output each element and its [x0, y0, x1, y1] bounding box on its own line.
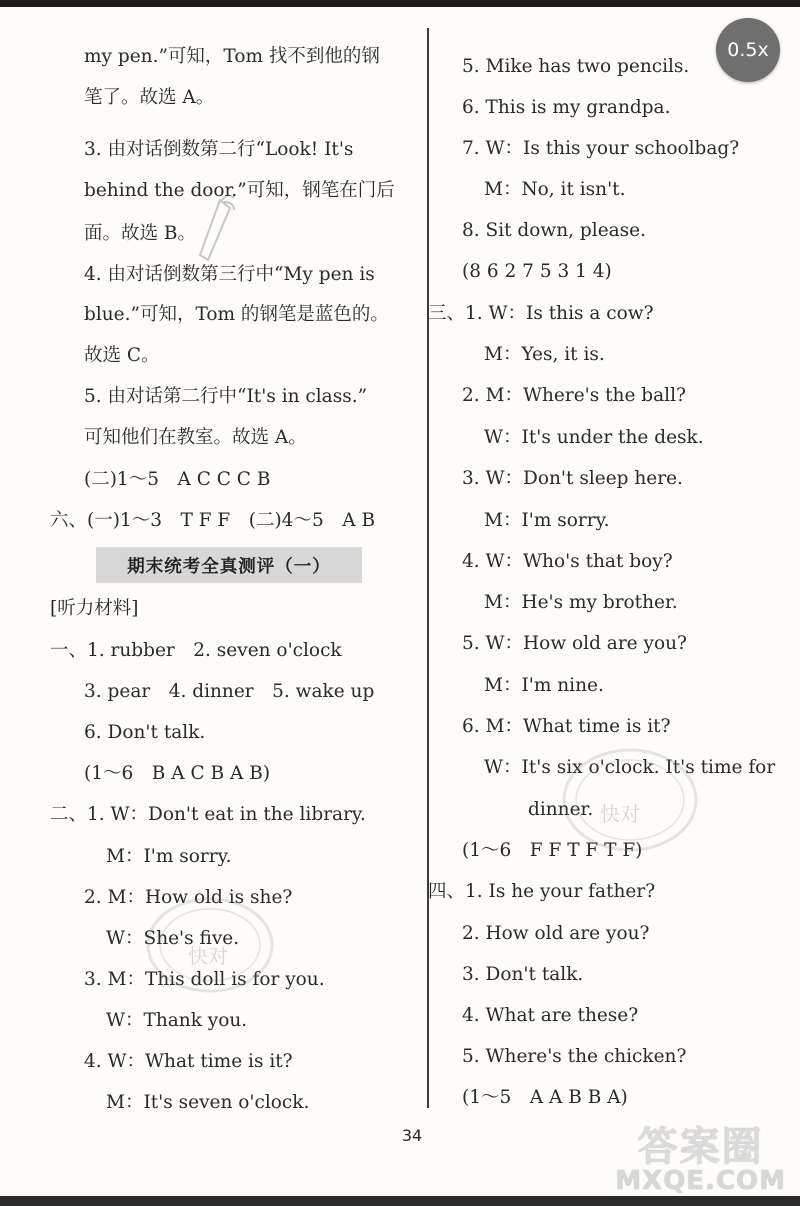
stamp-text: 快对 [188, 944, 228, 968]
text-line: 2. How old are you? [462, 923, 650, 944]
text-line: 3. M：This doll is for you. [84, 969, 325, 990]
text-line: dinner. [528, 799, 594, 820]
top-border [0, 0, 800, 7]
text-line: blue.”可知，Tom 的钢笔是蓝色的。 [84, 304, 389, 325]
text-line: 3. Don't talk. [462, 964, 584, 985]
site-watermark: 答案圈 MXQE.COM [615, 1124, 786, 1196]
answer-line: (二)1～5 A C C C B [84, 469, 271, 490]
carrot-icon [180, 190, 240, 270]
text-line: W：She's five. [106, 928, 240, 949]
text-line: 四、1. Is he your father? [428, 881, 656, 902]
text-line: W：It's six o'clock. It's time for [484, 757, 776, 778]
text-line: 4. 由对话倒数第三行中“My pen is [84, 264, 375, 285]
answer-line: (1～6 B A C B A B) [84, 763, 271, 784]
text-line: 一、1. rubber 2. seven o'clock [50, 640, 342, 661]
answer-line: (1～6 F F T F T F) [462, 840, 643, 861]
playback-speed-button[interactable]: 0.5x [716, 18, 780, 82]
stamp-text: 快对 [600, 802, 640, 826]
text-line: 面。故选 B。 [84, 223, 196, 244]
text-line: M：No, it isn't. [484, 179, 626, 200]
text-line: 笔了。故选 A。 [84, 87, 215, 108]
text-line: 5. Mike has two pencils. [462, 56, 690, 77]
page-number: 34 [401, 1126, 423, 1145]
text-line: 3. W：Don't sleep here. [462, 468, 683, 489]
text-line: 3. 由对话倒数第二行“Look! It's [84, 139, 354, 160]
section-title: 期末统考全真测评（一） [96, 547, 362, 583]
text-line: 故选 C。 [84, 345, 160, 366]
text-line: 3. pear 4. dinner 5. wake up [84, 681, 375, 702]
text-line: 5. Where's the chicken? [462, 1046, 687, 1067]
answer-line: (8 6 2 7 5 3 1 4) [462, 261, 612, 282]
text-line: W：Thank you. [106, 1010, 248, 1031]
text-line: W：It's under the desk. [484, 427, 704, 448]
text-line: my pen.”可知，Tom 找不到他的钢 [84, 46, 380, 67]
text-line: 5. W：How old are you? [462, 633, 687, 654]
text-line: behind the door.”可知，钢笔在门后 [84, 180, 395, 201]
text-line: 4. What are these? [462, 1005, 639, 1026]
text-line: M：It's seven o'clock. [106, 1092, 310, 1113]
answer-line: 六、(一)1～3 T F F (二)4～5 A B [50, 510, 376, 531]
text-line: 6. This is my grandpa. [462, 97, 671, 118]
section-label: [听力材料] [50, 598, 139, 619]
text-line: 6. Don't talk. [84, 722, 206, 743]
text-line: 2. M：How old is she? [84, 887, 293, 908]
text-line: 可知他们在教室。故选 A。 [84, 427, 307, 448]
text-line: 4. W：What time is it? [84, 1051, 293, 1072]
text-line: M：I'm sorry. [484, 510, 610, 531]
text-line: 2. M：Where's the ball? [462, 385, 686, 406]
column-divider [427, 28, 429, 1108]
text-line: 5. 由对话第二行中“It's in class.” [84, 386, 368, 407]
text-line: 7. W：Is this your schoolbag? [462, 138, 740, 159]
text-line: 8. Sit down, please. [462, 220, 646, 241]
answer-line: (1～5 A A B B A) [462, 1087, 628, 1108]
text-line: M：He's my brother. [484, 592, 678, 613]
text-line: M：I'm nine. [484, 675, 604, 696]
text-line: 4. W：Who's that boy? [462, 551, 673, 572]
text-line: 三、1. W：Is this a cow? [428, 303, 654, 324]
text-line: M：Yes, it is. [484, 344, 605, 365]
bottom-border [0, 1196, 800, 1206]
text-line: M：I'm sorry. [106, 846, 232, 867]
text-line: 二、1. W：Don't eat in the library. [50, 804, 366, 825]
text-line: 6. M：What time is it? [462, 716, 671, 737]
